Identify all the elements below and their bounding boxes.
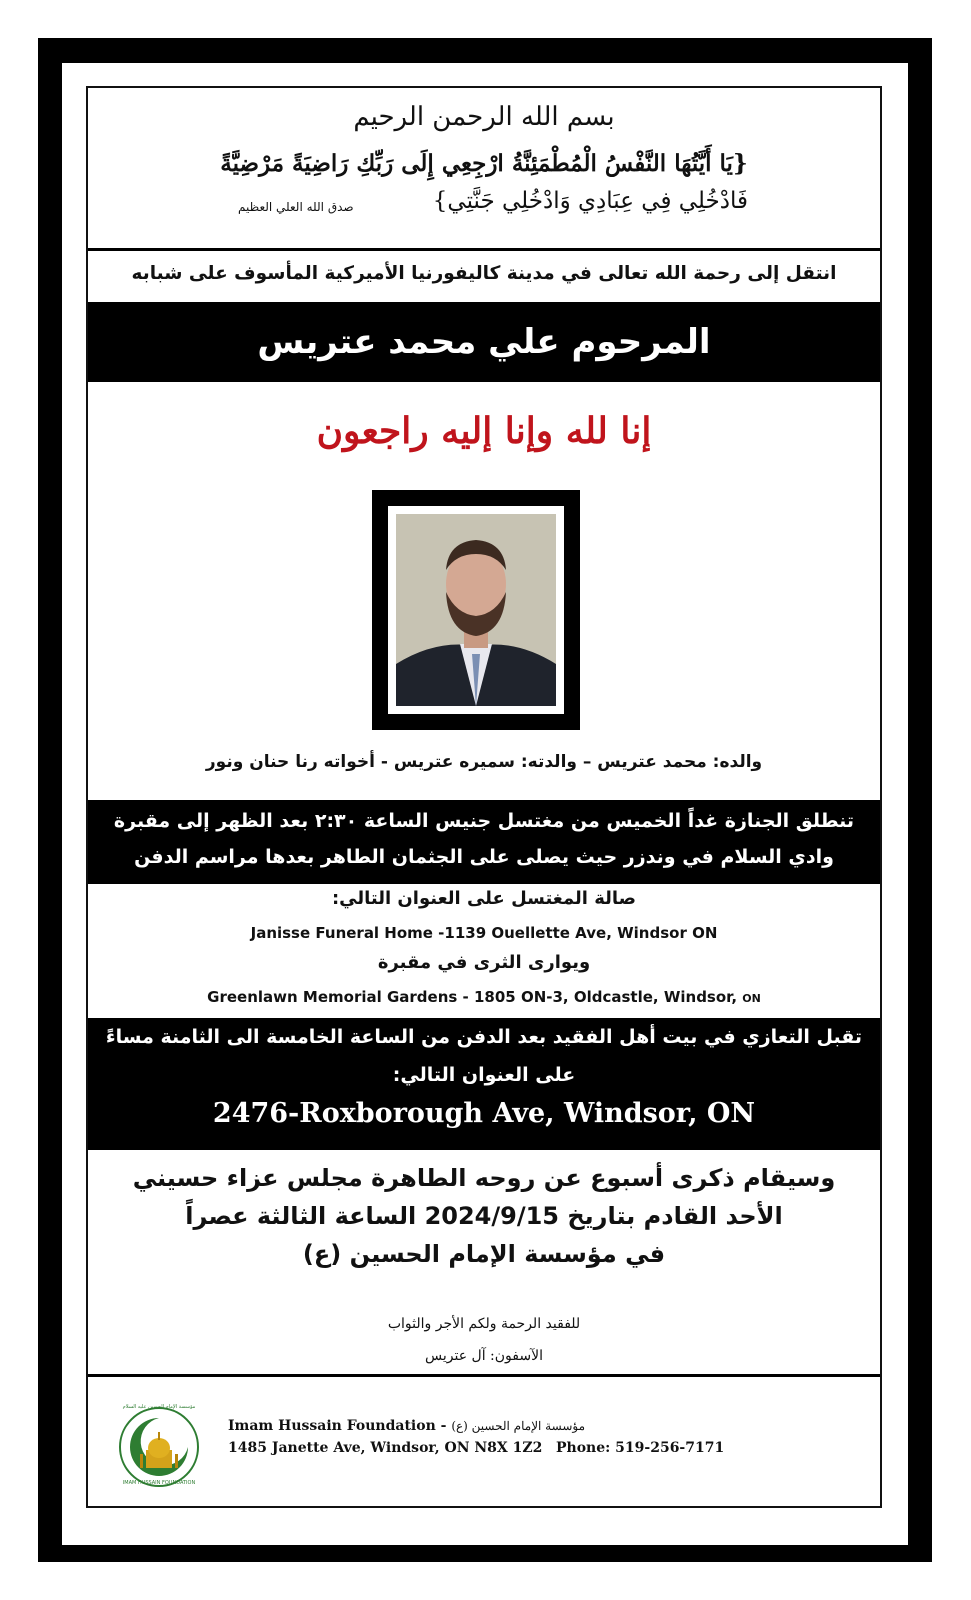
portrait-illustration [396, 514, 556, 706]
hall-label: صالة المغتسل على العنوان التالي: [331, 888, 637, 909]
logo-text-top: مؤسسة الإمام الحسين عليه السلام [122, 1404, 196, 1410]
footer-org-ar: مؤسسة الإمام الحسين (ع) [451, 1419, 586, 1433]
footer-address: 1485 Janette Ave, Windsor, ON N8X 1Z2 [228, 1440, 543, 1456]
photo-frame [372, 490, 580, 730]
memorial-line-3: في مؤسسة الإمام الحسين (ع) [302, 1240, 666, 1268]
deceased-name-bar: المرحوم علي محمد عتريس [88, 302, 880, 382]
burial-address: Greenlawn Memorial Gardens - 1805 ON-3, Oldcastle, Windsor, [207, 988, 743, 1006]
footer-org-en: Imam Hussain Foundation - [228, 1418, 452, 1434]
verse-ending: صدق الله العلي العظيم [238, 200, 354, 214]
funeral-line-2: وادي السلام في وندزر حيث يصلى على الجثمان الطاهر بعدها مراسم الدفن [134, 846, 834, 868]
footer-phone: Phone: 519-256-7171 [556, 1440, 725, 1456]
basmala: بسم الله الرحمن الرحيم [353, 102, 615, 132]
funeral-bar [88, 800, 880, 884]
condolence-line-1: تقبل التعازي في بيت أهل الفقيد بعد الدفن من الساعة الخامسة الى الثامنة مساءً [105, 1026, 863, 1048]
notice-panel [86, 86, 882, 1508]
condolence-address: 2476-Roxborough Ave, Windsor, ON [212, 1098, 756, 1129]
memorial-line-1: وسيقام ذكرى أسبوع عن روحه الطاهرة مجلس عزاء حسيني [132, 1164, 836, 1192]
memorial-line-2: الأحد القادم بتاريخ 2024/9/15 الساعة الثالثة عصراً [185, 1202, 783, 1230]
hall-address: Janisse Funeral Home -1139 Ouellette Ave, Windsor ON [250, 924, 718, 942]
calligraphy-inna-lillah: إنا لله وإنا إليه راجعون [316, 410, 652, 452]
divider-bottom [88, 1374, 880, 1377]
portrait-photo [396, 514, 556, 706]
burial-address-line [88, 988, 880, 1006]
closing-line-1: للفقيد الرحمة ولكم الأجر والثواب [387, 1316, 581, 1332]
closing-line-2: الآسفون: آل عتريس [425, 1348, 543, 1364]
intro-line: انتقل إلى رحمة الله تعالى في مدينة كاليفورنيا الأميركية المأسوف على شبابه [131, 263, 837, 284]
logo-text-bottom: IMAM HUSSAIN FOUNDATION [122, 1480, 196, 1486]
condolence-line-2: على العنوان التالي: [392, 1064, 576, 1086]
verse-line-2: فَادْخُلِي فِي عِبَادِي وَادْخُلِي جَنَّتِي} [432, 188, 748, 214]
footer-org-line [228, 1418, 585, 1434]
imam-hussain-foundation-logo [118, 1406, 200, 1488]
condolence-bar [88, 1018, 880, 1150]
verse-line-1: {يَا أَيَّتُهَا النَّفْسُ الْمُطْمَئِنَّةُ ارْجِعِي إِلَى رَبِّكِ رَاضِيَةً مَرْضِيَّةً [220, 150, 748, 177]
burial-label: ويوارى الثرى في مقبرة [377, 952, 591, 973]
divider-top [88, 248, 880, 251]
burial-address-suffix: ON [742, 992, 761, 1005]
family-line: والده: محمد عتريس – والدته: سميره عتريس - أخواته رنا حنان ونور [205, 752, 763, 772]
funeral-line-1: تنطلق الجنازة غداً الخميس من مغتسل جنيس الساعة ٢:٣٠ بعد الظهر إلى مقبرة [113, 810, 855, 832]
